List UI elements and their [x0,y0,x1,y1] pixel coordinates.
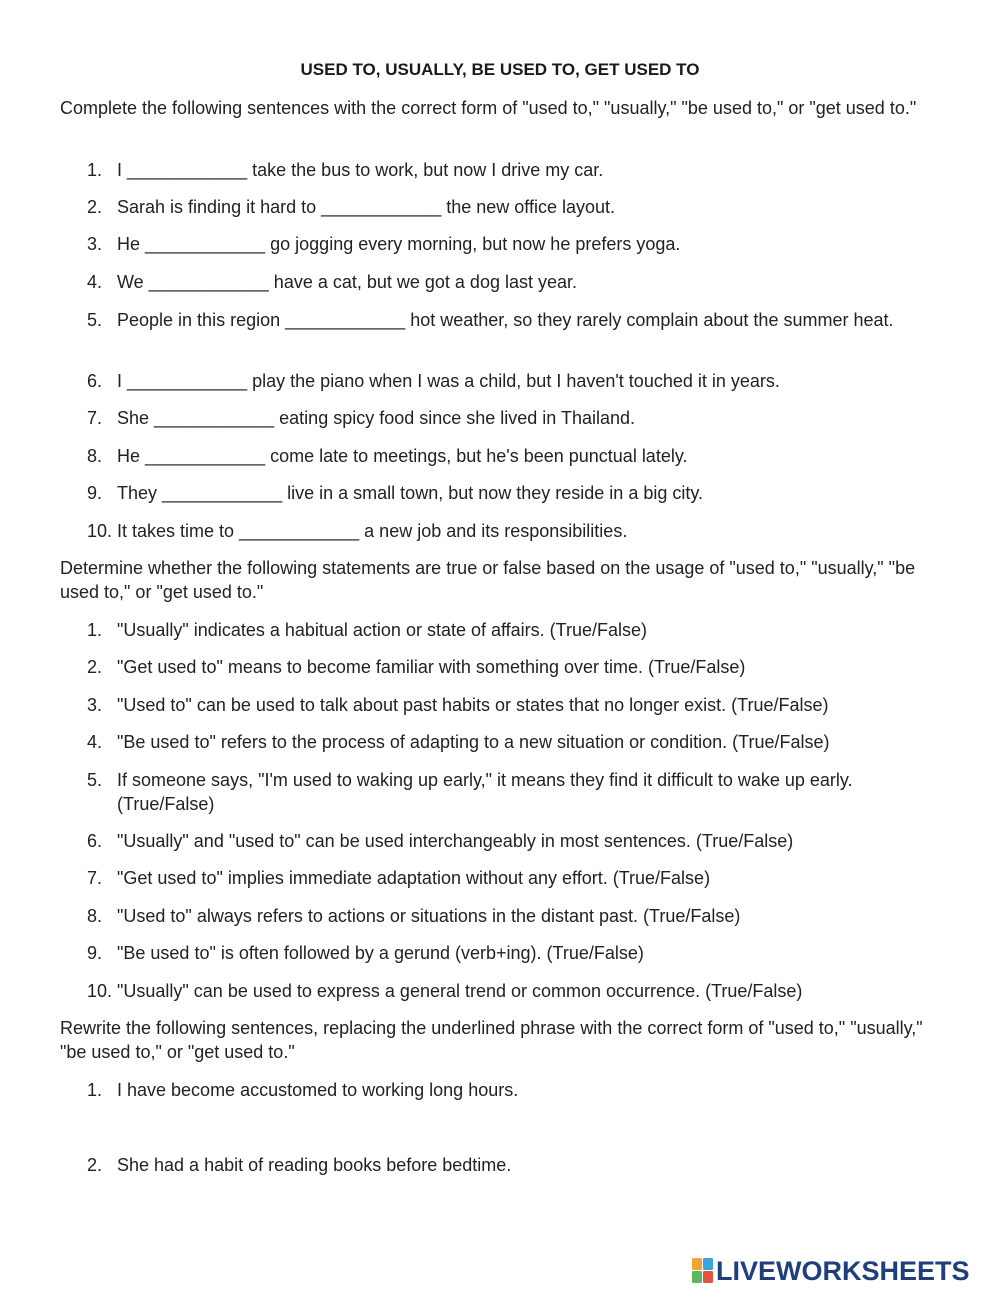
list-item: 8. "Used to" always refers to actions or situations in the distant past. (True/False) [87,906,741,926]
list-item: 1. I have become accustomed to working long hours. [87,1080,519,1100]
list-item: 10. "Usually" can be used to express a general trend or common occurrence. (True/False) [87,981,803,1001]
list-item: 7. "Get used to" implies immediate adaptation without any effort. (True/False) [87,868,711,888]
logo-text: LIVEWORKSHEETS [716,1255,970,1286]
list-item: 5. People in this region ____________ hot weather, so they rarely complain about the summer heat. [87,310,894,330]
list-item: 4. We ____________ have a cat, but we got a dog last year. [87,272,578,292]
list-item: 3. "Used to" can be used to talk about past habits or states that no longer exist. (True/False) [87,695,829,715]
list-item: 9. "Be used to" is often followed by a gerund (verb+ing). (True/False) [87,943,644,963]
section-1-instruction: Complete the following sentences with the correct form of "used to," "usually," "be used to," or "get used to." [60,98,917,118]
list-item: 6. "Usually" and "used to" can be used interchangeably in most sentences. (True/False) [87,831,794,851]
page-title: USED TO, USUALLY, BE USED TO, GET USED TO [300,60,700,79]
list-item: 7. She ____________ eating spicy food since she lived in Thailand. [87,408,636,428]
list-item: 9. They ____________ live in a small town, but now they reside in a big city. [87,483,704,503]
list-item: 5. If someone says, "I'm used to waking up early," it means they find it difficult to wake up early. (True/False) [87,770,853,814]
list-item: 10. It takes time to ____________ a new job and its responsibilities. [87,521,628,541]
liveworksheets-logo-icon [692,1258,714,1284]
list-item: 4. "Be used to" refers to the process of adapting to a new situation or condition. (True/False) [87,732,830,752]
list-item: 2. "Get used to" means to become familiar with something over time. (True/False) [87,657,746,677]
list-item: 6. I ____________ play the piano when I was a child, but I haven't touched it in years. [87,371,780,391]
list-item: 2. Sarah is finding it hard to ____________ the new office layout. [87,197,616,217]
list-item: 3. He ____________ go jogging every morning, but now he prefers yoga. [87,234,681,254]
list-item: 1. I ____________ take the bus to work, but now I drive my car. [87,160,604,180]
section-2-instruction: Determine whether the following statements are true or false based on the usage of "used to," "usually," "be used to," or "get used to." [60,558,916,602]
list-item: 8. He ____________ come late to meetings, but he's been punctual lately. [87,446,688,466]
list-item: 1. "Usually" indicates a habitual action or state of affairs. (True/False) [87,620,648,640]
section-3-instruction: Rewrite the following sentences, replacing the underlined phrase with the correct form of "used to," "usually," "be used to," or "get used to." [60,1018,923,1062]
liveworksheets-logo[interactable] [692,1256,970,1286]
list-item: 2. She had a habit of reading books before bedtime. [87,1155,512,1175]
